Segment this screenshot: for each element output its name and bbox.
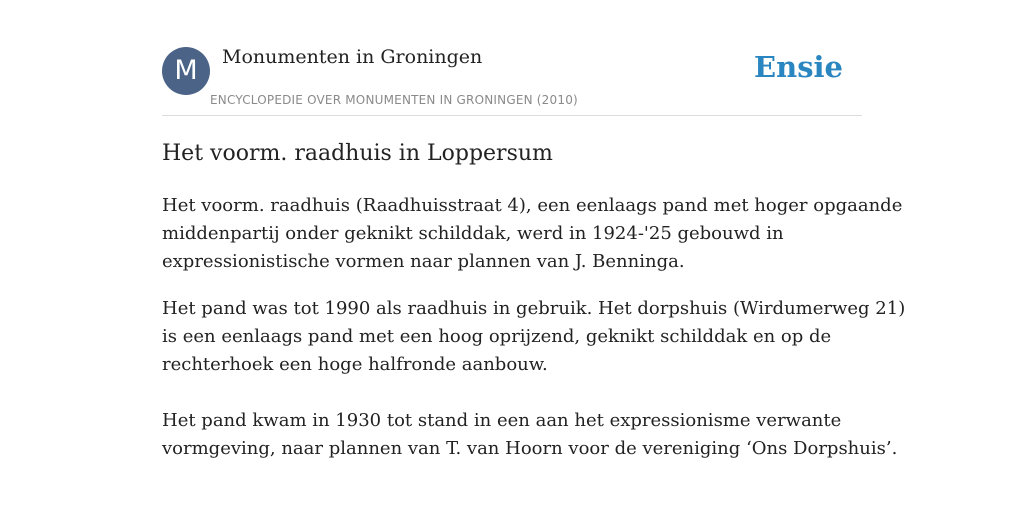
entry-title: Het voorm. raadhuis in Loppersum [162, 141, 553, 166]
entry-paragraph-3 [162, 407, 898, 463]
ensie-logo[interactable]: Ensie [754, 50, 843, 84]
paragraph-line: Het pand was tot 1990 als raadhuis in gebruik. Het dorpshuis (Wirdumerweg 21) [162, 298, 906, 319]
source-subtitle[interactable]: ENCYCLOPEDIE OVER MONUMENTEN IN GRONINGEN (2010) [210, 93, 578, 107]
entry-paragraph-1 [162, 192, 903, 276]
header-divider [162, 115, 862, 116]
paragraph-line: middenpartij onder geknikt schilddak, werd in 1924-'25 gebouwd in [162, 223, 784, 244]
paragraph-line: Het pand kwam in 1930 tot stand in een aan het expressionisme verwante [162, 410, 842, 431]
paragraph-line: rechterhoek een hoge halfronde aanbouw. [162, 354, 548, 375]
source-avatar[interactable]: M [162, 47, 210, 95]
paragraph-line: vormgeving, naar plannen van T. van Hoorn voor de vereniging ‘Ons Dorpshuis’. [162, 438, 898, 459]
entry-paragraph-2 [162, 295, 906, 379]
paragraph-line: is een eenlaags pand met een hoog oprijzend, geknikt schilddak en op de [162, 326, 832, 347]
source-title[interactable]: Monumenten in Groningen [222, 46, 483, 68]
paragraph-line: expressionistische vormen naar plannen van J. Benninga. [162, 251, 685, 272]
paragraph-line: Het voorm. raadhuis (Raadhuisstraat 4), een eenlaags pand met hoger opgaande [162, 195, 903, 216]
